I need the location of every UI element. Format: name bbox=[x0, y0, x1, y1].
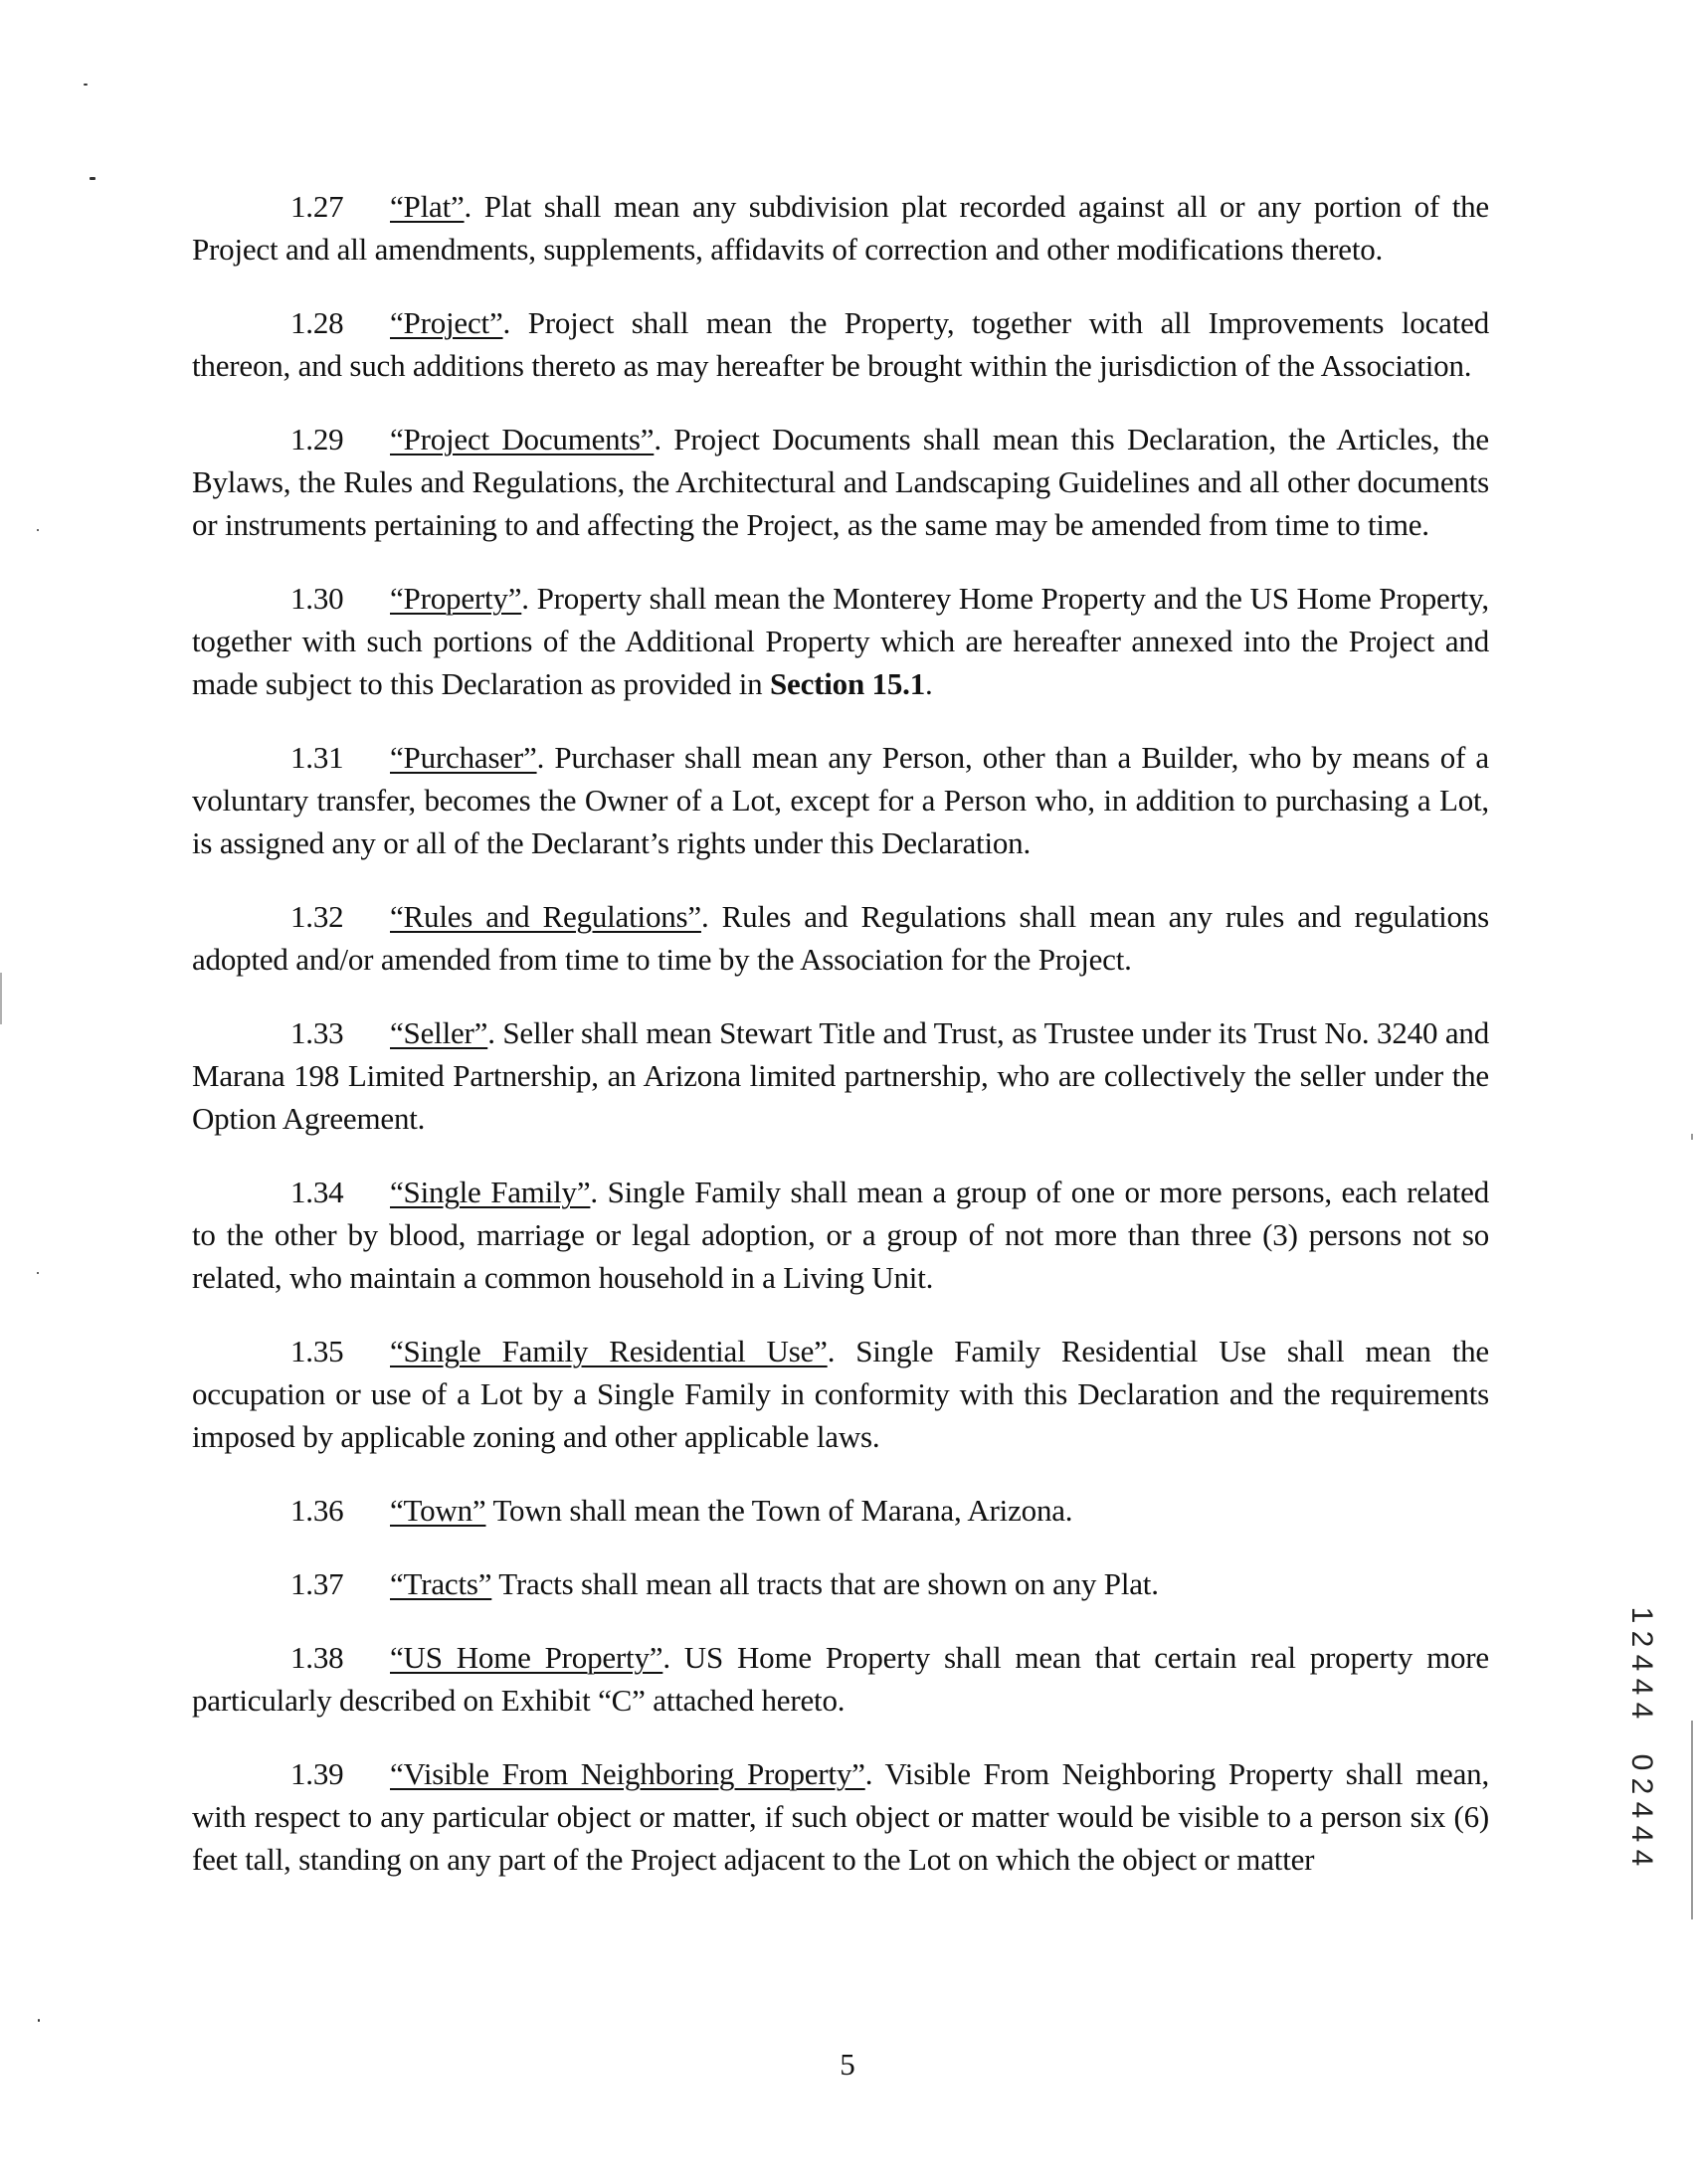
paragraph-1-35 bbox=[192, 1330, 1489, 1458]
stamp-digit: 4 bbox=[1625, 1825, 1658, 1843]
stamp-digit: 4 bbox=[1625, 1654, 1658, 1672]
definition-text: . US Home Property shall mean that certain real property more particularly described on Exhibit “C” attached hereto. bbox=[192, 1640, 1489, 1718]
scan-edge bbox=[1691, 1721, 1693, 1919]
defined-term: “Purchaser” bbox=[390, 740, 537, 775]
scan-speck bbox=[90, 177, 95, 180]
section-reference: Section 15.1 bbox=[769, 666, 926, 701]
defined-term: “Project Documents” bbox=[390, 422, 655, 456]
section-number: 1.39 bbox=[290, 1756, 344, 1791]
paragraph-1-29 bbox=[192, 418, 1489, 546]
document-body bbox=[192, 185, 1489, 1911]
definition-text: . Single Family Residential Use shall mean the occupation or use of a Lot by a Single Family in conformity with this Declaration and the requirements imposed by applicable zoning and other applicable laws. bbox=[192, 1334, 1489, 1454]
page-number: 5 bbox=[840, 2047, 855, 2082]
paragraph-1-28 bbox=[192, 301, 1489, 387]
scan-speck bbox=[84, 84, 88, 86]
paragraph-1-37 bbox=[192, 1562, 1489, 1605]
defined-term: “Plat” bbox=[390, 189, 465, 224]
recording-stamp bbox=[1621, 1603, 1661, 1870]
stamp-digit: 4 bbox=[1625, 1801, 1658, 1819]
section-number: 1.38 bbox=[290, 1640, 344, 1675]
section-number: 1.32 bbox=[290, 899, 344, 934]
section-number: 1.33 bbox=[290, 1015, 344, 1050]
paragraph-1-34 bbox=[192, 1171, 1489, 1299]
definition-text: . Seller shall mean Stewart Title and Trust, as Trustee under its Trust No. 3240 and Marana 198 Limited Partnership, an Arizona limited partnership, who are collectively the seller under the Option Agreement. bbox=[192, 1015, 1489, 1136]
paragraph-1-32 bbox=[192, 895, 1489, 981]
defined-term: “Project” bbox=[390, 305, 503, 340]
section-number: 1.37 bbox=[290, 1566, 344, 1601]
paragraph-1-27 bbox=[192, 185, 1489, 271]
defined-term: “Rules and Regulations” bbox=[390, 899, 701, 934]
definition-text: . Single Family shall mean a group of one or more persons, each related to the other by blood, marriage or legal adoption, or a group of not more than three (3) persons not so related, who maintain a common household in a Living Unit. bbox=[192, 1175, 1489, 1295]
defined-term: “Single Family Residential Use” bbox=[390, 1334, 828, 1368]
defined-term: “US Home Property” bbox=[390, 1640, 663, 1675]
section-number: 1.28 bbox=[290, 305, 344, 340]
defined-term: “Visible From Neighboring Property” bbox=[390, 1756, 865, 1791]
definition-text: . Project shall mean the Property, together with all Improvements located thereon, and such additions thereto as may hereafter be brought within the jurisdiction of the Association. bbox=[192, 305, 1489, 383]
scan-edge bbox=[0, 973, 2, 1024]
scan-speck bbox=[38, 2019, 40, 2022]
paragraph-1-39 bbox=[192, 1752, 1489, 1881]
defined-term: “Single Family” bbox=[390, 1175, 591, 1209]
defined-term: “Property” bbox=[390, 581, 522, 616]
definition-text: Town shall mean the Town of Marana, Arizona. bbox=[485, 1493, 1073, 1528]
stamp-digit: 2 bbox=[1625, 1777, 1658, 1795]
definition-text: . Purchaser shall mean any Person, other than a Builder, who by means of a voluntary transfer, becomes the Owner of a Lot, except for a Person who, in addition to purchasing a Lot, is assigned any or all of the Declarant’s rights under this Declaration. bbox=[192, 740, 1489, 860]
defined-term: “Seller” bbox=[390, 1015, 488, 1050]
defined-term: “Town” bbox=[390, 1493, 486, 1528]
definition-text: . Project Documents shall mean this Declaration, the Articles, the Bylaws, the Rules and Regulations, the Architectural and Landscaping Guidelines and all other documents or instruments pertaining to and affecting the Project, as the same may be amended from time to time. bbox=[192, 422, 1489, 542]
paragraph-1-31 bbox=[192, 736, 1489, 864]
definition-text-end: . bbox=[925, 666, 933, 701]
section-number: 1.35 bbox=[290, 1334, 344, 1368]
scan-edge bbox=[1691, 1134, 1693, 1140]
section-number: 1.29 bbox=[290, 422, 344, 456]
stamp-digit: 0 bbox=[1625, 1753, 1658, 1771]
paragraph-1-30 bbox=[192, 577, 1489, 705]
section-number: 1.34 bbox=[290, 1175, 344, 1209]
section-number: 1.36 bbox=[290, 1493, 344, 1528]
defined-term: “Tracts” bbox=[390, 1566, 492, 1601]
scan-speck bbox=[37, 529, 39, 531]
stamp-digit: 4 bbox=[1625, 1678, 1658, 1696]
paragraph-1-33 bbox=[192, 1011, 1489, 1140]
stamp-digit: 4 bbox=[1625, 1702, 1658, 1720]
definition-text: Tracts shall mean all tracts that are shown on any Plat. bbox=[491, 1566, 1159, 1601]
definition-text: . Property shall mean the Monterey Home Property and the US Home Property, together with such portions of the Additional Property which are hereafter annexed into the Project and made subject to this Declaration as provided in bbox=[192, 581, 1489, 701]
stamp-digit: 2 bbox=[1625, 1630, 1658, 1648]
stamp-digit: 4 bbox=[1625, 1849, 1658, 1867]
section-number: 1.31 bbox=[290, 740, 344, 775]
definition-text: . Visible From Neighboring Property shall mean, with respect to any particular object or matter, if such object or matter would be visible to a person six (6) feet tall, standing on any part of the Project adjacent to the Lot on which the object or matter bbox=[192, 1756, 1489, 1877]
stamp-digit: 1 bbox=[1625, 1606, 1658, 1624]
section-number: 1.30 bbox=[290, 581, 344, 616]
paragraph-1-36 bbox=[192, 1489, 1489, 1532]
paragraph-1-38 bbox=[192, 1636, 1489, 1722]
section-number: 1.27 bbox=[290, 189, 344, 224]
definition-text: . Plat shall mean any subdivision plat recorded against all or any portion of the Project and all amendments, supplements, affidavits of correction and other modifications thereto. bbox=[192, 189, 1489, 267]
definition-text: . Rules and Regulations shall mean any rules and regulations adopted and/or amended from time to time by the Association for the Project. bbox=[192, 899, 1489, 977]
scan-speck bbox=[37, 1272, 39, 1274]
